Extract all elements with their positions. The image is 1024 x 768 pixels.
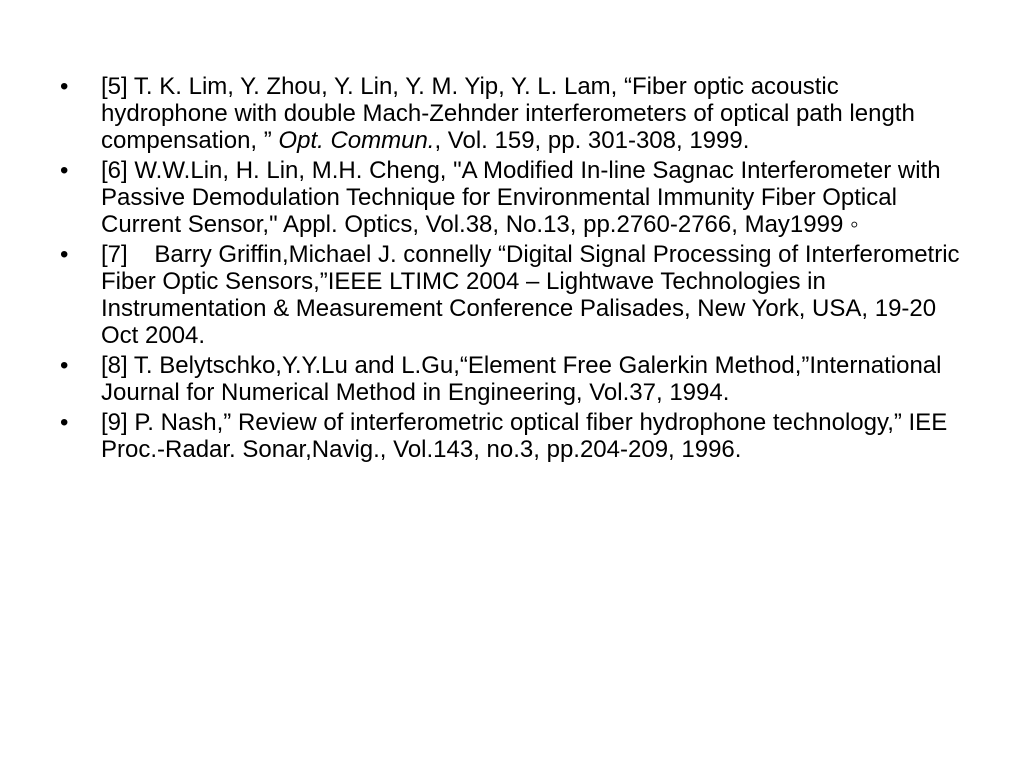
- bullet-icon: •: [60, 241, 69, 268]
- reference-text-main: [5] T. K. Lim, Y. Zhou, Y. Lin, Y. M. Yip, Y. L. Lam, “Fiber optic acoustic hydrophone with double Mach-Zehnder interferometers of optical path length compensation, ”: [101, 73, 922, 154]
- reference-text: [6] W.W.Lin, H. Lin, M.H. Cheng, "A Modified In-line Sagnac Interferometer with Passive Demodulation Technique for Environmental Immunity Fiber Optical Current Sensor," Appl. Optics, Vol.38, No.13, pp.2760-2766, May1999 ◦: [101, 157, 948, 238]
- reference-text: [7] Barry Griffin,Michael J. connelly “Digital Signal Processing of Interferometric Fiber Optic Sensors,”IEEE LTIMC 2004 – Lightwave Technologies in Instrumentation & Measurement Conference Palisades, New York, USA, 19-20 Oct 2004.: [101, 241, 967, 349]
- bullet-icon: •: [60, 352, 69, 379]
- reference-text: [9] P. Nash,” Review of interferometric optical fiber hydrophone technology,” IEE Proc.-Radar. Sonar,Navig., Vol.143, no.3, pp.204-209, 1996.: [101, 409, 954, 463]
- reference-text-tail: , Vol. 159, pp. 301-308, 1999.: [434, 127, 750, 154]
- reference-item-5: [60, 73, 972, 154]
- bullet-icon: •: [60, 73, 69, 100]
- bullet-icon: •: [60, 157, 69, 184]
- reference-list: [60, 73, 972, 466]
- reference-text: [101, 73, 922, 154]
- reference-item-7: [60, 241, 972, 349]
- reference-item-9: [60, 409, 972, 463]
- bullet-icon: •: [60, 409, 69, 436]
- reference-item-6: [60, 157, 972, 238]
- reference-text: [8] T. Belytschko,Y.Y.Lu and L.Gu,“Element Free Galerkin Method,”International Journal for Numerical Method in Engineering, Vol.37, 1994.: [101, 352, 949, 406]
- reference-item-8: [60, 352, 972, 406]
- journal-name: Opt. Commun.: [278, 127, 435, 154]
